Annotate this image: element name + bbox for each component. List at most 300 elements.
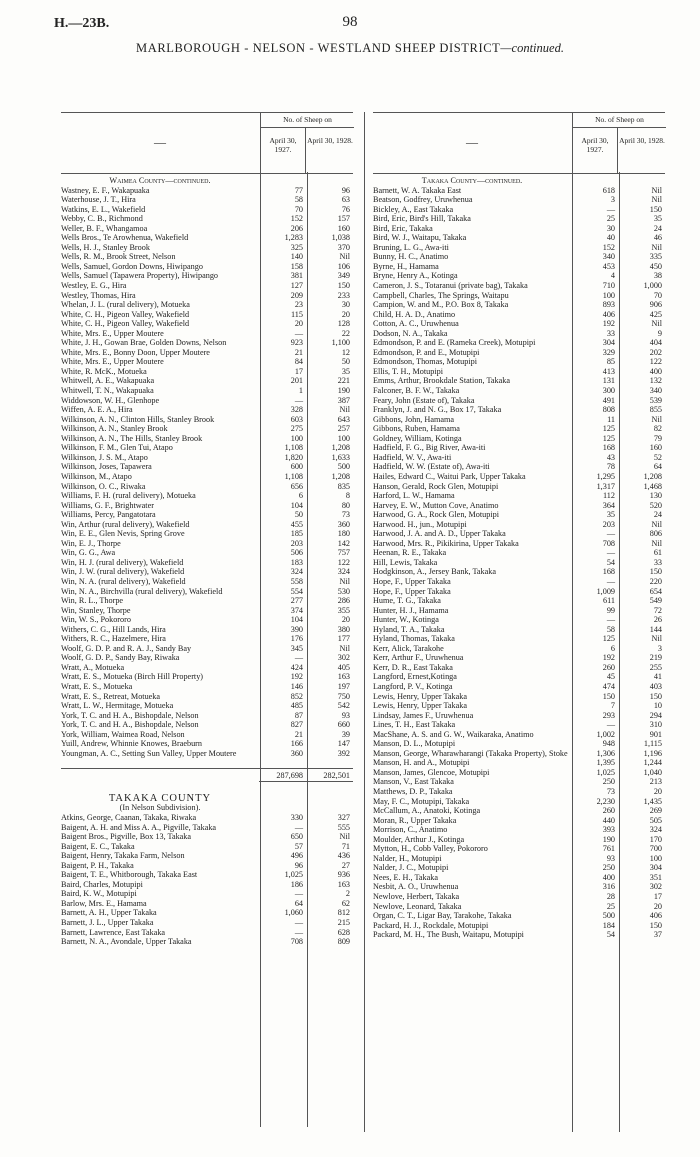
sheep-1928: 24 [653,510,662,520]
sheep-1927: 93 [606,853,615,863]
sheep-1927: 260 [602,806,615,816]
owner-name: York, William, Waimea Road, Nelson [61,729,185,739]
table-row [61,711,353,721]
owner-name: Wells, Samuel, Gordon Downs, Hiwipango [61,261,203,271]
table-row [373,577,665,587]
sheep-1927: 127 [290,281,303,291]
owner-name: MacShane, A. S. and G. W., Waikaraka, Anatimo [373,729,534,739]
owner-name: Manson, James, Glencoe, Motupipi [373,767,490,777]
owner-name: Harwood, Mrs. R., Pikikirina, Upper Takaka [373,538,519,548]
table-row [373,844,665,854]
sheep-1928: 73 [341,510,350,520]
sheep-1927: 115 [291,309,303,319]
sheep-1927: 21 [294,347,303,357]
owner-name: Manson, D. L., Motupipi [373,739,456,749]
owner-name: Baird, K. W., Motupipi [61,889,137,899]
table-row [61,186,353,196]
center-divider [364,112,365,1132]
sheep-1928: 132 [649,376,662,386]
table-row [61,281,353,291]
sheep-1928: 257 [337,424,350,434]
owner-name: Wilkinson, A. N., Stanley Brook [61,424,168,434]
sheep-1927: 1,025 [596,767,615,777]
sheep-1927: 893 [602,300,615,310]
sheep-1927: 43 [606,452,615,462]
sheep-1927: 57 [294,841,303,851]
sheep-1928: 370 [337,242,350,252]
sheep-1927: 168 [602,443,615,453]
owner-name: Yuill, Andrew, Whinnie Knowes, Braeburn [61,739,202,749]
table-row [61,832,353,842]
sheep-1928: 387 [337,395,350,405]
table-row [373,348,665,358]
sheep-1928: 82 [653,424,662,434]
sheep-1927: 112 [603,491,615,501]
left-table-body [61,174,353,947]
table-row [61,396,353,406]
sheep-1927: 23 [294,300,303,310]
sheep-1928: 1,208 [331,443,350,453]
sheep-1928: 1,435 [643,796,662,806]
table-row [61,749,353,759]
sheep-1928: 549 [649,596,662,606]
sheep-1927: 827 [290,720,303,730]
owner-name: York, T. C. and H. A., Bishopdale, Nelson [61,720,199,730]
owner-name: White, Mrs. E., Upper Moutere [61,357,164,367]
table-row [61,338,353,348]
owner-name: White, Mrs. E., Upper Moutere [61,328,164,338]
owner-name: Campion, W. and M., P.O. Box 8, Takaka [373,300,509,310]
sheep-1927: 150 [602,691,615,701]
sheep-1928: 27 [341,860,350,870]
sheep-count-group-header: No. of Sheep on [572,113,666,128]
table-row [373,625,665,635]
sheep-1927: 304 [602,338,615,348]
sheep-1928: 806 [649,529,662,539]
sheep-1928: 700 [649,844,662,854]
table-row [61,701,353,711]
table-row [61,880,353,890]
sheep-1928: 130 [649,491,662,501]
sheep-1928: 1,115 [643,739,662,749]
sheep-1927: 183 [290,557,303,567]
sheep-1928: 302 [337,653,350,663]
table-row [61,653,353,663]
table-row [61,357,353,367]
table-row [373,491,665,501]
section-subheading: (In Nelson Subdivision). [119,803,201,813]
sheep-1928: 72 [653,605,662,615]
sheep-1928: 219 [649,653,662,663]
owner-name: Lewis, Henry, Upper Takaka [373,701,468,711]
table-row [61,567,353,577]
owner-name: Win, W. S., Pokororo [61,615,131,625]
sheep-1927: 70 [294,204,303,214]
title-text: MARLBOROUGH - NELSON - WESTLAND SHEEP DISTRICT [136,41,501,55]
owner-name: Atkins, George, Caanan, Takaka, Riwaka [61,813,197,822]
sheep-1928: Nil [651,538,662,548]
owner-name: Whitwell, A. E., Wakapuaka [61,376,155,386]
sheep-1928: 1,040 [643,767,662,777]
right-table-body [373,174,665,940]
sheep-1927: 393 [602,825,615,835]
sheep-1927: 618 [602,185,615,195]
sheep-1928: 150 [337,281,350,291]
owner-name: Edmondson, P. and E. (Rameka Creek), Motupipi [373,338,536,348]
sheep-1928: 76 [341,204,350,214]
sheep-1928: 310 [649,720,662,730]
sheep-1928: 24 [653,223,662,233]
sheep-1927: 186 [290,879,303,889]
owner-name: Emms, Arthur, Brookdale Station, Takaka [373,376,510,386]
table-row [373,376,665,386]
sheep-1927: 84 [294,357,303,367]
sheep-1928: 400 [649,366,662,376]
sheep-1928: 425 [649,309,662,319]
sheep-1928: 1,100 [331,338,350,348]
sheep-1928: 30 [341,300,350,310]
owner-name: White, C. H., Pigeon Valley, Wakefield [61,319,190,329]
owner-name: Wilkinson, A. N., Clinton Hills, Stanley Brook [61,414,215,424]
sheep-1928: Nil [651,414,662,424]
table-row [373,892,665,902]
owner-name: Hadfield, W. V., Awa-iti [373,452,452,462]
owner-name: White, J. H., Gowan Brae, Golden Downs, Nelson [61,338,227,348]
sheep-1927: 453 [602,261,615,271]
sheep-1927: 190 [602,834,615,844]
owner-name: Barlow, Mrs. E., Hamama [61,898,147,908]
owner-name: Manson, H. and A., Motupipi [373,758,470,768]
sheep-1927: — [606,548,615,558]
sheep-1927: 184 [602,920,615,930]
table-row [373,501,665,511]
sheep-1927: 277 [290,596,303,606]
sheep-1928: 901 [649,729,662,739]
sheep-1927: — [606,529,615,539]
owner-name: Wilkinson, A. N., The Hills, Stanley Brook [61,433,203,443]
name-column-header: — [154,135,166,149]
owner-name: Westley, Thomas, Hira [61,290,136,300]
table-row [373,214,665,224]
sheep-1928: 79 [653,433,662,443]
table-row [373,768,665,778]
sheep-1927: 96 [294,860,303,870]
sheep-1928: 340 [649,386,662,396]
sheep-1927: 761 [602,844,615,854]
sheep-1927: 25 [606,214,615,224]
owner-name: Hope, F., Upper Takaka [373,576,451,586]
table-row [61,644,353,654]
sheep-1928: 160 [649,443,662,453]
owner-name: May, F. C., Motupipi, Takaka [373,796,470,806]
sheep-1927: 340 [602,252,615,262]
table-row [373,606,665,616]
table-row [373,405,665,415]
table-row [61,367,353,377]
sheep-1928: Nil [339,405,350,415]
owner-name: Widdowson, W. H., Glenhope [61,395,160,405]
sheep-1927: 656 [290,481,303,491]
owner-name: Hill, Lewis, Takaka [373,557,438,567]
owner-name: Bird, Eric, Takaka [373,223,433,233]
table-row [373,701,665,711]
sheep-1928: 855 [649,405,662,415]
sheep-1927: 87 [294,710,303,720]
table-row [373,548,665,558]
owner-name: Westley, E. G., Hira [61,281,127,291]
sheep-1928: 35 [341,366,350,376]
sheep-1927: 17 [294,366,303,376]
table-row [61,918,353,928]
sheep-1928: 505 [649,815,662,825]
owner-name: Matthews, D. P., Takaka [373,787,453,796]
table-row [61,823,353,833]
sheep-count-group-header: No. of Sheep on [260,113,354,128]
sheep-1928: 147 [337,739,350,749]
owner-name: Wilkinson, Joses, Tapawera [61,462,152,472]
table-row [373,310,665,320]
table-row [61,682,353,692]
table-row [373,911,665,921]
sheep-1927: 923 [290,338,303,348]
sheep-1928: 100 [337,433,350,443]
sheep-1927: 33 [606,328,615,338]
sheep-1928: 46 [653,233,662,243]
owner-name: Williams, G. F., Brightwater [61,500,154,510]
document-reference: H.—23B. [54,16,110,31]
owner-name: Wells, R. M., Brook Street, Nelson [61,252,176,262]
owner-name: Dodson, N. A., Takaka [373,328,448,338]
sheep-1928: 221 [337,376,350,386]
sheep-1927: 54 [606,557,615,567]
owner-name: Harvey, E. W., Mutton Cove, Anatimo [373,500,499,510]
sheep-1927: 20 [294,319,303,329]
sheep-1927: 708 [602,538,615,548]
sheep-1928: 20 [341,309,350,319]
sheep-1927: — [606,204,615,214]
table-row [373,367,665,377]
owner-name: Harwood, G. A., Rock Glen, Motupipi [373,510,499,520]
sheep-1928: 327 [337,813,350,822]
owner-name: Franklyn, J. and N. G., Box 17, Takaka [373,405,502,415]
sheep-1927: 948 [602,739,615,749]
sheep-1927: 140 [290,252,303,262]
owner-name: Harford, L. W., Hamama [373,491,455,501]
table-row [373,243,665,253]
table-row [61,889,353,899]
sheep-1927: 325 [290,242,303,252]
owner-name: Whelan, J. L. (rural delivery), Motueka [61,300,190,310]
sheep-1927: — [606,720,615,730]
sheep-1928: 809 [337,937,350,947]
sheep-1927: 35 [606,510,615,520]
sheep-1928: 304 [649,863,662,873]
sheep-1927: 1 [298,386,303,396]
sheep-1928: 906 [649,300,662,310]
sheep-1927: — [294,328,303,338]
sheep-1928: 555 [337,822,350,832]
sheep-1927: 300 [602,386,615,396]
sheep-1928: 1,196 [643,748,662,758]
owner-name: Heenan, R. E., Takaka [373,548,447,558]
sheep-1927: 125 [602,433,615,443]
sheep-1927: 250 [602,777,615,787]
table-row [373,424,665,434]
sheep-1927: 28 [606,892,615,902]
sheep-1928: 360 [337,519,350,529]
table-row [61,501,353,511]
sheep-1928: Nil [651,319,662,329]
sheep-1928: 150 [649,920,662,930]
owner-name: Wratt, A., Motueka [61,662,125,672]
sheep-1928: 1,633 [331,452,350,462]
sheep-1928: 1,468 [643,481,662,491]
table-row [373,797,665,807]
sheep-1928: 380 [337,624,350,634]
sheep-1927: 293 [602,710,615,720]
sheep-1928: 324 [337,567,350,577]
sheep-1927: 209 [290,290,303,300]
sheep-1927: 58 [606,624,615,634]
sheep-1927: 406 [602,309,615,319]
sheep-1928: 539 [649,395,662,405]
table-row [373,300,665,310]
owner-name: Hunter, H. J., Hamama [373,605,449,615]
sheep-1927: 491 [602,395,615,405]
table-row [373,634,665,644]
table-row [373,434,665,444]
owner-name: White, C. H., Pigeon Valley, Wakefield [61,309,190,319]
sheep-1927: 558 [290,576,303,586]
sheep-1928: 392 [337,748,350,758]
owner-name: Kerr, D. R., East Takaka [373,662,453,672]
sheep-1927: 1,108 [284,471,303,481]
table-row [61,663,353,673]
sheep-1927: 554 [290,586,303,596]
section-heading-takaka: TAKAKA COUNTY [108,792,212,804]
table-row [61,424,353,434]
table-row [373,567,665,577]
table-row [373,653,665,663]
owner-name: Hailes, Edward C., Waitui Park, Upper Takaka [373,471,526,481]
table-row [61,243,353,253]
owner-name: Nalder, J. C., Motupipi [373,863,449,873]
table-row [61,443,353,453]
table-row [373,233,665,243]
table-row [61,329,353,339]
table-row [61,405,353,415]
sheep-1928: 406 [649,911,662,921]
sheep-1928: 62 [341,898,350,908]
sheep-1928: Nil [651,185,662,195]
owner-name: White, Mrs. E., Bonny Doon, Upper Moutere [61,347,210,357]
sheep-1928: 403 [649,681,662,691]
sheep-1927: 78 [606,462,615,472]
table-row [61,587,353,597]
table-row [61,720,353,730]
owner-name: Baigent, E. C., Takaka [61,841,135,851]
owner-name: Win, N. A. (rural delivery), Wakefield [61,576,186,586]
table-row [61,625,353,635]
owner-name: Barnett, J. L., Upper Takaka [61,918,154,928]
table-row [373,415,665,425]
table-row [61,319,353,329]
total-row [61,768,353,782]
owner-name: Mytton, H., Cobb Valley, Pokororo [373,844,488,854]
right-table-header [373,112,665,174]
sheep-1928: 530 [337,586,350,596]
owner-name: Edmondson, Thomas, Motupipi [373,357,478,367]
section-heading: Waimea County—continued. [109,176,211,185]
sheep-1928: 37 [653,930,662,940]
sheep-1927: 316 [602,882,615,892]
table-row [373,453,665,463]
sheep-1927: 166 [290,739,303,749]
owner-name: Harwood. H., jun., Motupipi [373,519,467,529]
table-row [373,596,665,606]
table-row [61,928,353,938]
sheep-1928: 17 [653,892,662,902]
sheep-1928: 70 [653,290,662,300]
owner-name: Kerr, Arthur F., Uruwhenua [373,653,464,663]
owner-name: Win, E. E., Glen Nevis, Spring Grove [61,529,185,539]
owner-name: Packard, H. J., Rockdale, Motupipi [373,920,489,930]
sheep-1928: 213 [649,777,662,787]
sheep-1928: 93 [341,710,350,720]
owner-name: Win, R. L., Thorpe [61,596,124,606]
table-row [373,291,665,301]
owner-name: Woolf, G. D. P. and R. A. J., Sandy Bay [61,643,192,653]
sheep-1927: 131 [602,376,615,386]
owner-name: Organ, C. T., Ligar Bay, Tarakohe, Takaka [373,911,512,921]
table-row [373,386,665,396]
sheep-1927: 474 [602,681,615,691]
col-1928-header: April 30, 1928. [307,136,353,145]
owner-name: Bunny, H. C., Anatimo [373,252,449,262]
owner-name: White, R. McK., Motueka [61,366,147,376]
sheep-1927: 485 [290,701,303,711]
sheep-1928: 835 [337,481,350,491]
owner-name: Webby, C. B., Richmond [61,214,143,224]
owner-name: Nalder, H., Motupipi [373,853,442,863]
sheep-1927: 1,108 [284,443,303,453]
sheep-1928: Nil [651,634,662,644]
sheep-1927: 455 [290,519,303,529]
sheep-1928: 157 [337,214,350,224]
table-row [373,262,665,272]
table-row [61,224,353,234]
sheep-1927: 506 [290,548,303,558]
sheep-1927: 360 [290,748,303,758]
table-row [373,873,665,883]
sheep-1927: 100 [602,290,615,300]
table-row [61,233,353,243]
section-heading: Takaka County—continued. [421,176,523,185]
sheep-1928: 520 [649,500,662,510]
table-row [373,443,665,453]
sheep-1927: 58 [294,195,303,205]
owner-name: Wratt, E. S., Retreat, Motueka [61,691,161,701]
owner-name: Edmondson, P. and E., Motupipi [373,347,480,357]
table-row [61,205,353,215]
owner-name: Cotton, A. C., Uruwhenua [373,319,459,329]
sheep-1928: 197 [337,681,350,691]
owner-name: York, T. C. and H. A., Bishopdale, Nelson [61,710,199,720]
page-title [0,41,700,56]
sheep-1928: 335 [649,252,662,262]
sheep-1927: 345 [290,643,303,653]
table-row [373,758,665,768]
